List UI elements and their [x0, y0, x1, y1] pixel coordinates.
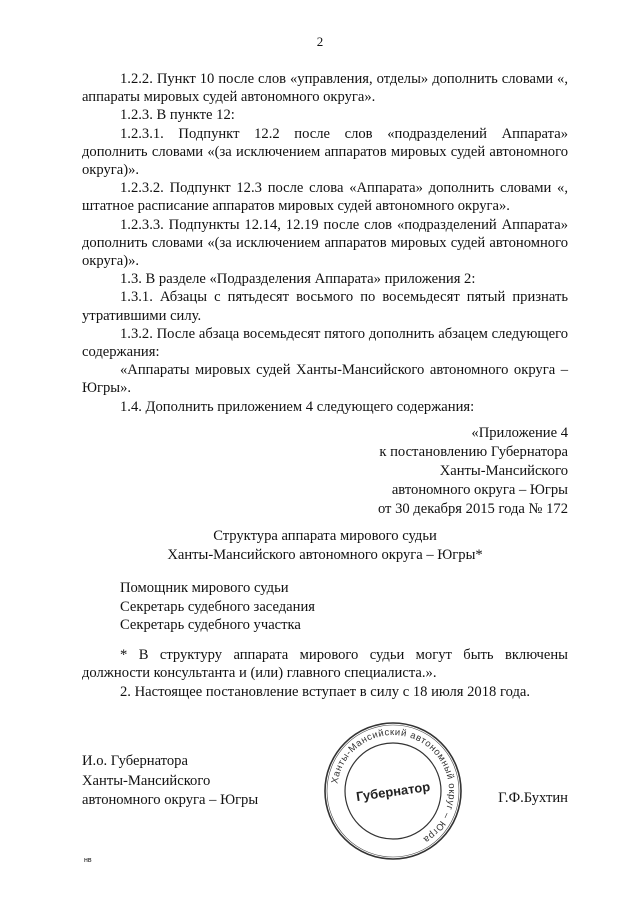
signatory-name: Г.Ф.Бухтин — [498, 790, 568, 806]
paragraph-1-3: 1.3. В разделе «Подразделения Аппарата» приложения 2: — [120, 271, 476, 288]
signatory-title-line: Ханты-Мансийского — [82, 772, 211, 789]
page-number: 2 — [316, 34, 324, 49]
appendix-line: «Приложение 4 — [471, 425, 568, 441]
final-clause: 2. Настоящее постановление вступает в силу с 18 июля 2018 года. — [120, 684, 530, 701]
positions-list — [120, 579, 315, 635]
amendments-text — [82, 70, 568, 416]
paragraph-1-3-1: 1.3.1. Абзацы с пятьдесят восьмого по восемьдесят пятый признать утратившими силу. — [82, 289, 568, 324]
paragraph-1-3-2: 1.3.2. После абзаца восемьдесят пятого дополнить абзацем следующего содержания: — [82, 325, 568, 361]
official-seal-icon — [318, 716, 468, 866]
appendix-line: Ханты-Мансийского — [439, 463, 568, 479]
seal-center-text: Губернатор — [355, 778, 431, 805]
signatory-title — [82, 752, 258, 811]
list-item: Помощник мирового судьи — [120, 580, 289, 596]
paragraph-1-2-3: 1.2.3. В пункте 12: — [120, 107, 235, 124]
structure-title-line: Структура аппарата мирового судьи — [213, 528, 437, 544]
paragraph-1-2-3-1: 1.2.3.1. Подпункт 12.2 после слов «подразделений Аппарата» дополнить словами «(за исключением аппаратов мировых судей автономного округа)». — [82, 125, 568, 179]
appendix-heading — [308, 424, 568, 519]
paragraph-1-2-3-3: 1.2.3.3. Подпункты 12.14, 12.19 после слов «подразделений Аппарата» дополнить словами «(за исключением аппаратов мировых судей автономного округа)». — [82, 216, 568, 270]
footnote: * В структуру аппарата мирового судьи могут быть включены должности консультанта и (или) главного специалиста.». — [82, 647, 568, 682]
executor-mark: нв — [84, 857, 92, 864]
paragraph-quote: «Аппараты мировых судей Ханты-Мансийского автономного округа – Югры». — [82, 362, 568, 397]
paragraph-1-2-3-2: 1.2.3.2. Подпункт 12.3 после слова «Аппарата» дополнить словами «, штатное расписание аппаратов мировых судей автономного округа». — [82, 180, 568, 215]
appendix-line: к постановлению Губернатора — [379, 444, 568, 460]
structure-title-line: Ханты-Мансийского автономного округа – Югры* — [167, 547, 483, 563]
list-item: Секретарь судебного заседания — [120, 598, 315, 615]
seal-ring-text: Ханты-Мансийский автономный округ – Югра — [329, 726, 458, 846]
structure-title — [82, 527, 568, 565]
signatory-title-line: автономного округа – Югры — [82, 792, 259, 808]
footnote-block — [82, 646, 568, 702]
list-item: Секретарь судебного участка — [120, 617, 301, 634]
appendix-line: автономного округа – Югры — [391, 482, 568, 498]
paragraph-1-2-2: 1.2.2. Пункт 10 после слов «управления, отделы» дополнить словами «, аппараты мировых судей автономного округа». — [82, 71, 568, 106]
paragraph-1-4: 1.4. Дополнить приложением 4 следующего содержания: — [120, 398, 475, 415]
appendix-line: от 30 декабря 2015 года № 172 — [377, 501, 568, 517]
signatory-title-line: И.о. Губернатора — [82, 753, 188, 769]
